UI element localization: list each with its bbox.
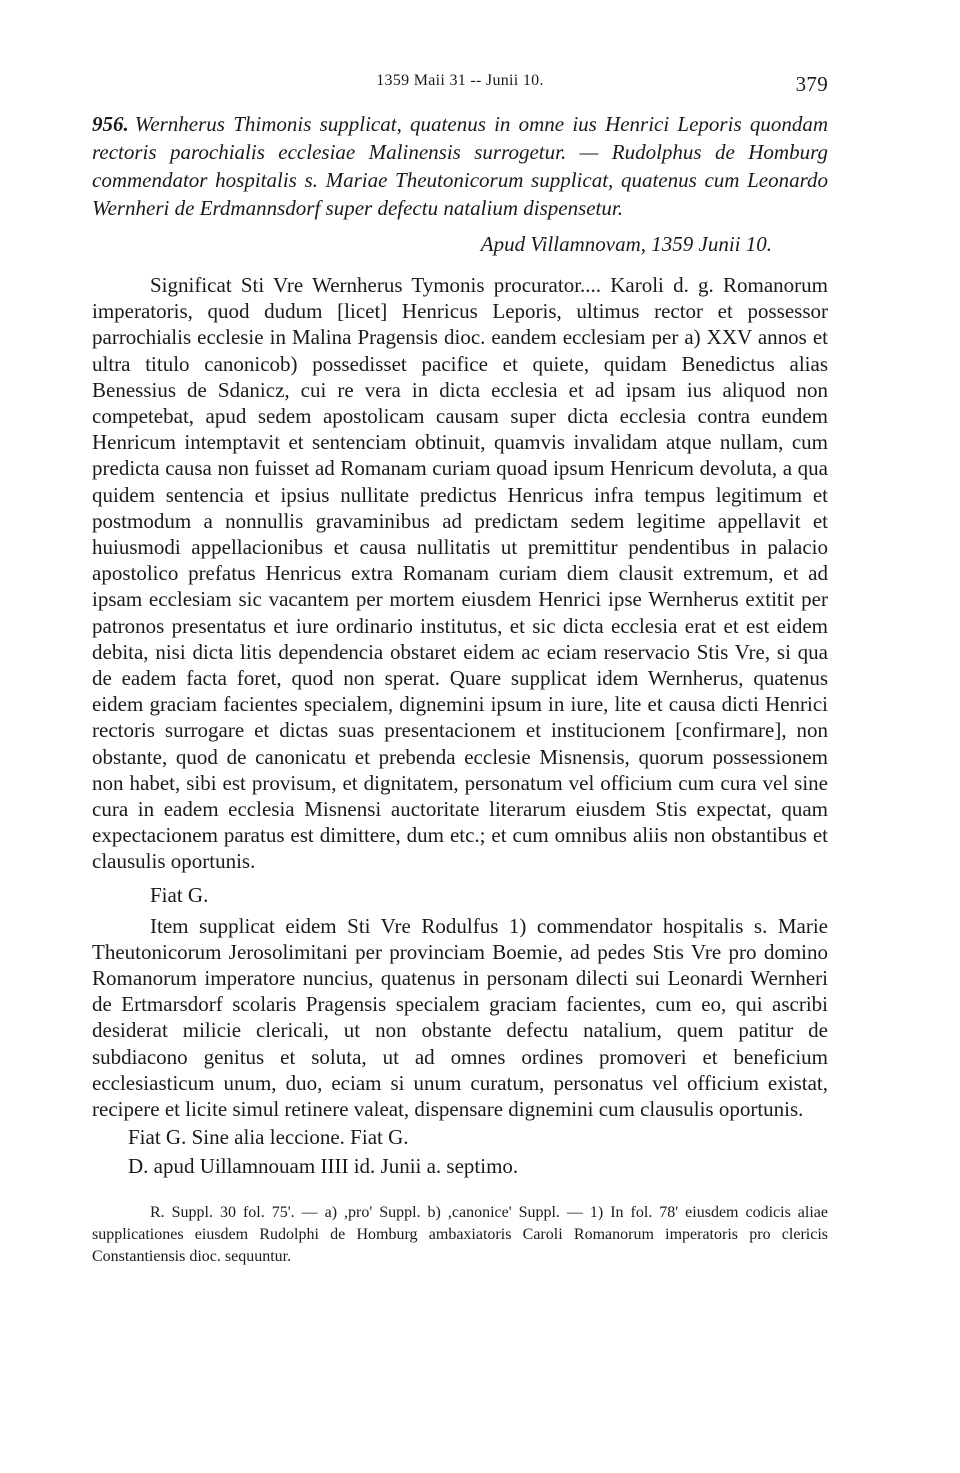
entry-regest [92,110,828,222]
document-page [92,66,828,1268]
closing-line-1: Fiat G. Sine alia leccione. Fiat G. [128,1125,409,1150]
footnotes [92,1202,828,1268]
footnote-text: R. Suppl. 30 fol. 75'. — a) ,pro' Suppl. b) ,canonice' Suppl. — 1) In fol. 78' eiusdem codicis aliae supplicationes eiusdem Rudolphi de Homburg ambaxiatoris Caroli Romanorum imperatoris pro clericis Constantiensis dioc. sequuntur. [92,1204,828,1266]
entry-number: 956. [92,112,129,136]
running-head [92,66,828,100]
supplication-text-1 [92,272,828,875]
paragraph-1: Significat Sti Vre Wernherus Tymonis procurator.... Karoli d. g. Romanorum imperatoris, quod dudum [licet] Henricus Leporis, ultimus rector et possessor parrochialis ecclesie in Malina Pragensis dioc. eandem ecclesiam per a) XXV annos et ultra titulo canonicob) possedisset pacifice et quiete, quidam Benedictus alias Benessius de Sdanicz, cui re vera in dicta ecclesia et ad ipsam ius aliquod non competebat, apud sedem apostolicam causam super dicta ecclesia contra eundem Henricum intemptavit et sentenciam obtinuit, quamvis invalidam atque nullam, cum predicta causa non fuisset ad Romanam curiam quoad ipsum Henricum devoluta, a qua quidem sentencia et ipsius nullitate predictus Henricus infra tempus legitimum et postmodum a nonnullis gravaminibus ad predictam sedem legitime appellavit et huiusmodi appellacionibus et causa nullitatis ut premittitur pendentibus in palacio apostolico prefatus Henricus extra Romanam curiam diem clausit extremum, et ad ipsam ecclesiam sic vacantem per mortem eiusdem Henrici ipse Wernherus extitit per patronos presentatus et iure ordinario institutus, et sic dicta ecclesia erat et est eidem debita, nisi dicta litis dependencia obstaret eidem ac eciam reservacio Stis Vre, si qua de eadem facta foret, quod non sperat. Quare supplicat idem Wernherus, quatenus eidem graciam facientes specialem, dignemini ipsum in iure, lite et causa dicti Henrici rectoris surrogare et dictas suas presentacionem et institucionem [confirmare], non obstante, quod de canonicatu et prebenda ecclesie Misnensis, quorum possessionem non habet, sibi est provisum, et dignitatem, personatum vel officium cum cura vel sine cura in eadem ecclesia Misnensi auctoritate literarum eiusdem Stis expectat, quam expectacionem paratus est dimittere, dum etc.; et cum omnibus aliis non obstantibus et clausulis oportunis. [92,273,828,874]
closing-line-2: D. apud Uillamnouam IIII id. Junii a. septimo. [128,1154,519,1179]
running-head-dates: 1359 Maii 31 -- Junii 10. [376,72,544,89]
paragraph-2: Item supplicat eidem Sti Vre Rodulfus 1) commendator hospitalis s. Marie Theutonicorum Jerosolimitani per provinciam Boemie, ad pedes Stis Vre pro domino Romanorum imperatore nuncius, quatenus in personam dilecti sui Leonardi Wernheri de Ertmarsdorf scolaris Pragensis specialem graciam facientes, cum eo, qui ascribi desiderat milicie clericali, ut non obstante defectu natalium, quem patitur de subdiacono genitus et soluta, ut ad omnes ordines promoveri et beneficium ecclesiasticum unum, duo, eciam si unum curatum, personatus vel officium existat, recipere et licite simul retinere valeat, dispensare dignemini cum clausulis oportunis. [92,913,828,1122]
supplication-text-2 [92,913,828,1123]
entry-dating: Apud Villamnovam, 1359 Junii 10. [480,232,772,256]
closing-lines [128,1124,828,1180]
fiat-1: Fiat G. [150,882,209,907]
entry-summary: Wernherus Thimonis supplicat, quatenus in omne ius Henrici Leporis quondam rectoris parochialis ecclesiae Malinensis surrogetur. — Rudolphus de Homburg commendator hospitalis s. Mariae Theutonicorum supplicat, quatenus cum Leonardo Wernheri de Erdmannsdorf super defectu natalium dispensetur. [92,112,828,220]
page-number: 379 [795,72,828,96]
